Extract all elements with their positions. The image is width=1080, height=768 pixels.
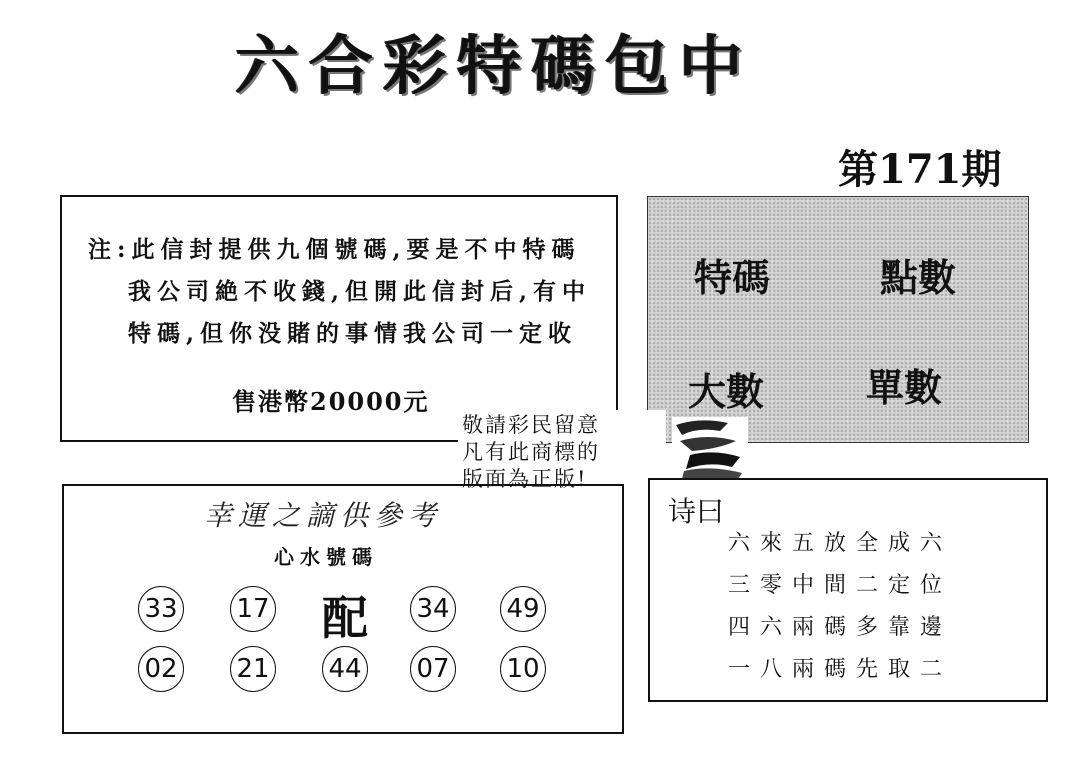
- poem-line-2: 三零中間二定位: [728, 573, 953, 598]
- special-label-big: 大數: [688, 370, 765, 414]
- number-ball: 49: [500, 586, 546, 632]
- pair-label: 配: [322, 591, 368, 645]
- notice-line-1: 敬請彩民留意: [462, 413, 600, 437]
- number-ball: 34: [410, 586, 456, 632]
- poem-panel: [648, 478, 1048, 702]
- page-title: 六合彩特碼包中: [235, 30, 753, 104]
- note-panel: [60, 195, 618, 442]
- poem-line-4: 一八兩碼先取二: [728, 657, 953, 682]
- poem-title: 诗曰: [668, 490, 724, 530]
- authenticity-notice: [458, 410, 666, 495]
- notice-line-2: 凡有此商標的: [462, 440, 600, 464]
- number-ball: 10: [500, 646, 546, 692]
- special-label-odd: 單數: [866, 366, 943, 410]
- lucky-subtitle: 心水號碼: [274, 545, 378, 569]
- price-text: 售港幣20000元: [232, 387, 430, 416]
- note-line-2: 我公司絶不收錢,但開此信封后,有中: [128, 278, 592, 305]
- poem-line-3: 四六兩碼多靠邊: [728, 615, 953, 640]
- number-ball: 07: [410, 646, 456, 692]
- issue-number: 第171期: [838, 146, 1002, 193]
- number-ball: 17: [230, 586, 276, 632]
- lucky-numbers-panel: [62, 484, 624, 734]
- number-ball: 02: [138, 646, 184, 692]
- special-panel: [647, 196, 1029, 443]
- poem-line-1: 六來五放全成六: [728, 531, 953, 556]
- dragon-logo-icon: [670, 415, 750, 481]
- special-label-points: 點數: [880, 256, 957, 300]
- number-ball: 21: [230, 646, 276, 692]
- number-ball: 44: [322, 646, 368, 692]
- note-line-1: 注:此信封提供九個號碼,要是不中特碼: [88, 236, 581, 263]
- special-label-tema: 特碼: [694, 256, 771, 300]
- lucky-title: 幸運之謫供參考: [204, 499, 443, 532]
- notice-line-3: 版面為正版!: [462, 467, 588, 491]
- note-line-3: 特碼,但你没賭的事情我公司一定收: [128, 320, 578, 347]
- number-ball: 33: [138, 586, 184, 632]
